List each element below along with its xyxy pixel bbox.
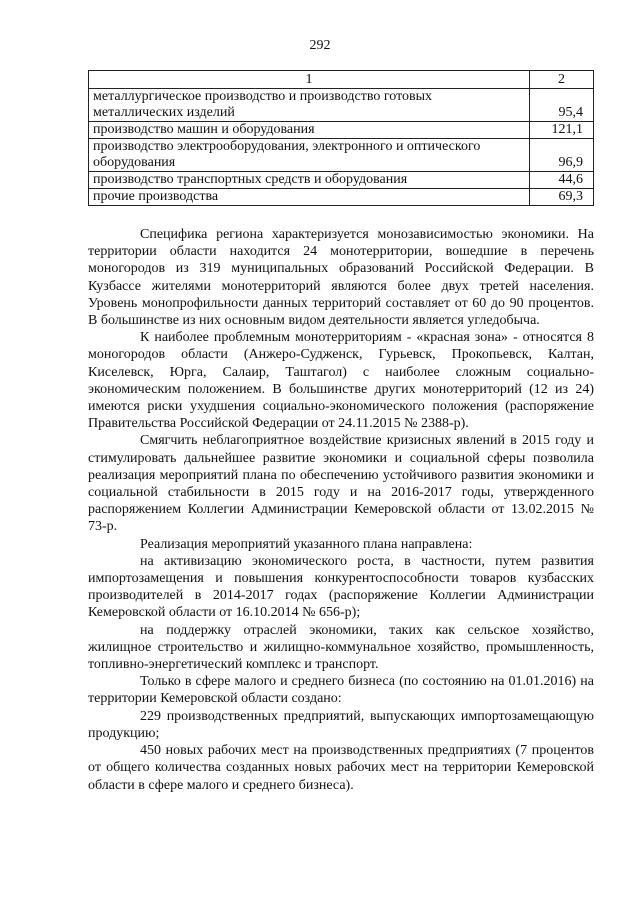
paragraph-sector-support: на поддержку отраслей экономики, таких как сельское хозяйство, жилищное строительство и жилищно-коммунальное хозяйство, промышленность, топливно-энергетический комплекс и транспорт. xyxy=(88,622,594,673)
body-text xyxy=(88,226,594,794)
table-row xyxy=(89,122,594,139)
table-cell-value: 95,4 xyxy=(530,89,594,122)
table-row xyxy=(89,189,594,206)
table-cell-name: производство транспортных средств и оборудования xyxy=(89,172,530,189)
paragraph-new-jobs: 450 новых рабочих мест на производственных предприятиях (7 процентов от общего количества созданных новых рабочих мест на территории Кемеровской области в сфере малого и среднего бизнеса). xyxy=(88,743,594,793)
table-header-col-1: 1 xyxy=(89,71,530,89)
paragraph-red-zone: К наиболее проблемным монотерриториям - «красная зона» - относятся 8 моногородов области (Анжеро-Судженск, Гурьевск, Прокопьевск, Калтан, Киселевск, Юрга, Салаир, Таштагол) с наиболее сложным социально-экономическим положением. В большинстве других монотерриторий (12 из 24) имеются риски ухудшения социально-экономического положения (распоряжение Правительства Российской Федерации от 24.11.2015 № 2388-р). xyxy=(88,330,594,432)
table-cell-value: 69,3 xyxy=(530,189,594,206)
table-cell-value: 44,6 xyxy=(530,172,594,189)
table-cell-name: металлургическое производство и производство готовых металлических изделий xyxy=(89,89,530,122)
paragraph-monodependence: Специфика региона характеризуется монозависимостью экономики. На территории области находится 24 монотерритории, вошедшие в перечень моногородов из 319 муниципальных образований Российской Федерации. В Кузбассе жителями монотерриторий являются более двух третей населения. Уровень монопрофильности данных территорий составляет от 60 до 90 процентов. В большинстве из них основным видом деятельности является угледобыча. xyxy=(88,227,594,329)
table-row xyxy=(89,139,594,172)
page-number: 292 xyxy=(309,38,331,53)
table-header-col-2: 2 xyxy=(530,71,594,89)
table-cell-value: 121,1 xyxy=(530,122,594,139)
table-row xyxy=(89,89,594,122)
industry-index-table xyxy=(88,70,594,206)
table-header-row xyxy=(89,71,594,89)
paragraph-crisis-plan: Смягчить неблагоприятное воздействие кризисных явлений в 2015 году и стимулировать дальнейшее развитие экономики и социальной сферы позволила реализация мероприятий плана по обеспечению устойчивого развития экономики и социальной стабильности в 2015 году и на 2016-2017 годы, утвержденного распоряжением Коллегии Администрации Кемеровской области от 13.02.2015 № 73-р. xyxy=(88,433,594,535)
paragraph-small-business: Только в сфере малого и среднего бизнеса (по состоянию на 01.01.2016) на территории Кемеровской области создано: xyxy=(88,674,594,707)
table-cell-name: прочие производства xyxy=(89,189,530,206)
table-cell-name: производство машин и оборудования xyxy=(89,122,530,139)
paragraph-enterprises: 229 производственных предприятий, выпускающих импортозамещающую продукцию; xyxy=(88,708,594,741)
table-cell-value: 96,9 xyxy=(530,139,594,172)
paragraph-plan-directions: Реализация мероприятий указанного плана направлена: xyxy=(140,536,473,552)
table-cell-name: производство электрооборудования, электронного и оптического оборудования xyxy=(89,139,530,172)
table-row xyxy=(89,172,594,189)
paragraph-import-substitution: на активизацию экономического роста, в частности, путем развития импортозамещения и повышения конкурентоспособности товаров кузбасских производителей в 2014-2017 годах (распоряжение Коллегии Администрации Кемеровской области от 16.10.2014 № 656-р); xyxy=(88,553,594,621)
